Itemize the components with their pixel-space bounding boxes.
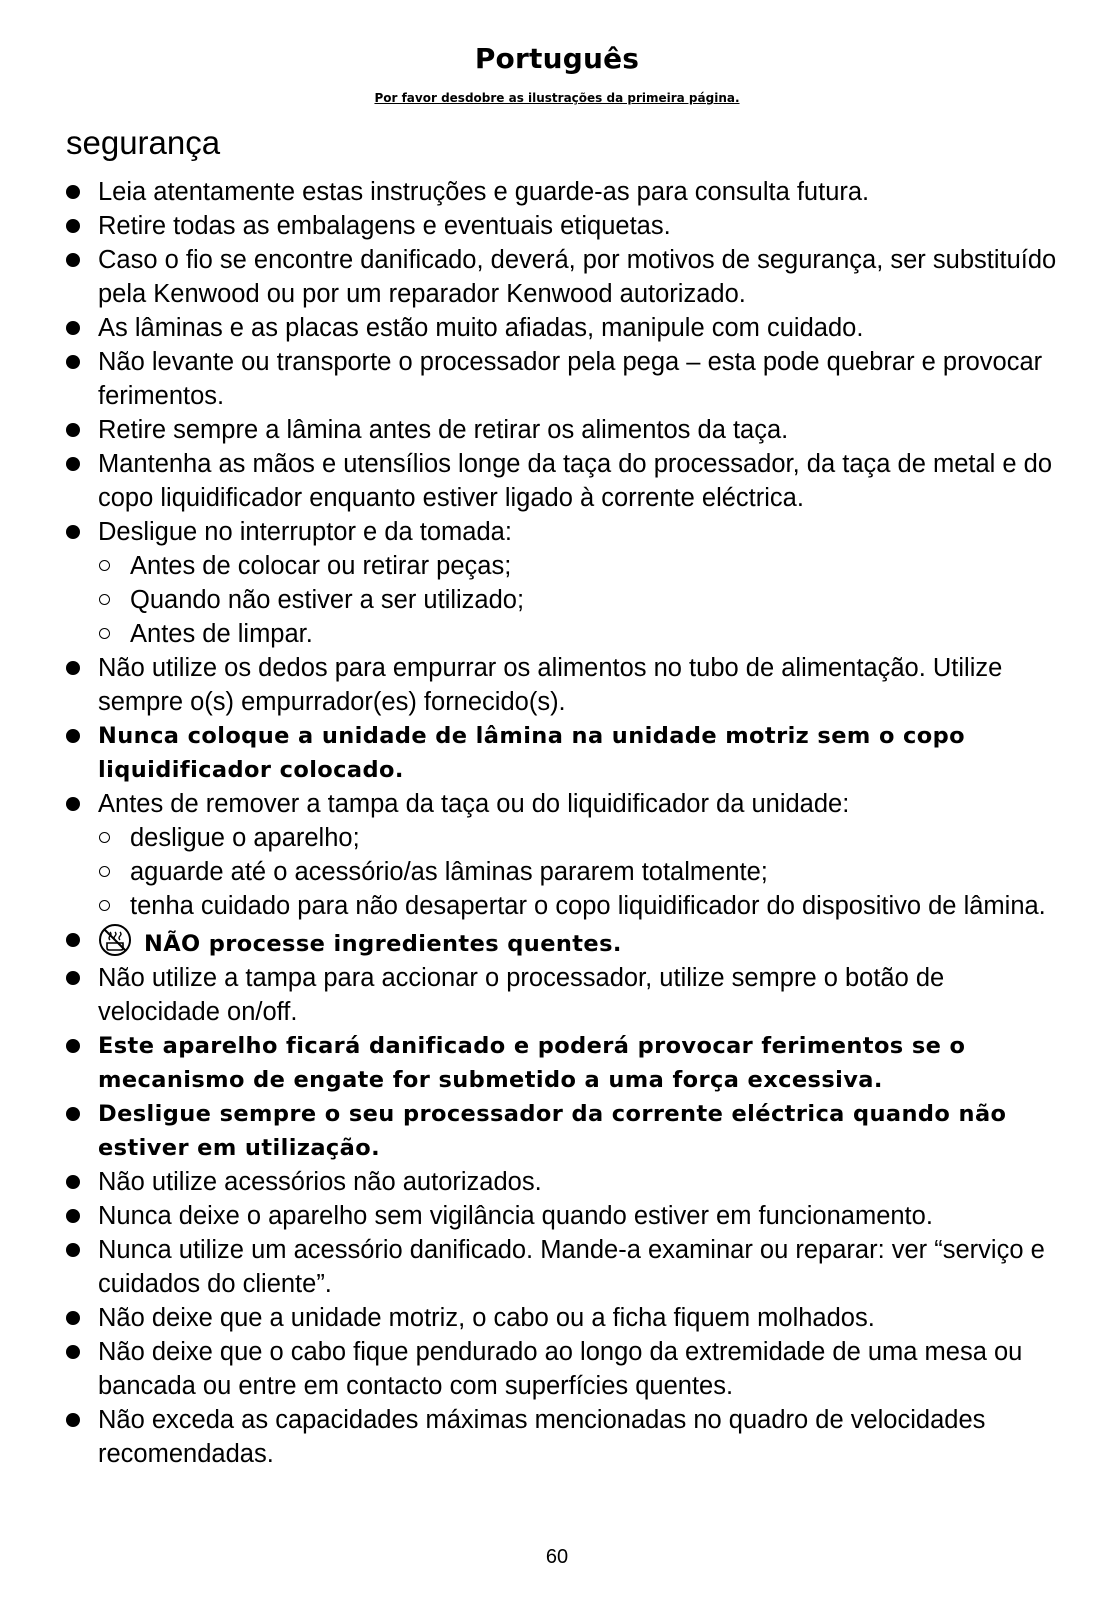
list-item — [66, 175, 1066, 209]
list-item — [66, 447, 1066, 515]
circle-bullet-icon — [99, 560, 110, 571]
bullet-icon — [66, 1209, 80, 1223]
list-item — [66, 243, 1066, 311]
list-item — [66, 209, 1066, 243]
bullet-icon — [66, 355, 80, 369]
sub-item-text: Antes de limpar. — [130, 620, 313, 648]
bullet-icon — [66, 185, 80, 199]
bullet-icon — [66, 1039, 80, 1053]
sub-list — [98, 821, 1066, 923]
circle-bullet-icon — [99, 866, 110, 877]
sub-list-item — [98, 889, 1066, 923]
list-item — [66, 961, 1066, 1029]
item-text: Este aparelho ficará danificado e poderá provocar ferimentos se o mecanismo de engate for submetido a uma força excessiva. — [98, 1033, 966, 1093]
list-item — [66, 651, 1066, 719]
list-item — [66, 1165, 1066, 1199]
bullet-icon — [66, 971, 80, 985]
item-text: Caso o fio se encontre danificado, deverá, por motivos de segurança, ser substituído pela Kenwood ou por um reparador Kenwood autorizado. — [98, 246, 1057, 308]
list-item — [66, 1403, 1066, 1471]
item-text: Mantenha as mãos e utensílios longe da taça do processador, da taça de metal e do copo liquidificador enquanto estiver ligado à corrente eléctrica. — [98, 450, 1053, 512]
item-text: Não utilize a tampa para accionar o processador, utilize sempre o botão de velocidade on/off. — [98, 964, 945, 1026]
safety-list — [66, 175, 1066, 1471]
bullet-icon — [66, 1175, 80, 1189]
bullet-icon — [66, 1107, 80, 1121]
item-text: Não deixe que o cabo fique pendurado ao longo da extremidade de uma mesa ou bancada ou entre em contacto com superfícies quentes. — [98, 1338, 1023, 1400]
unfold-illustrations-note: Por favor desdobre as ilustrações da primeira página. — [374, 91, 740, 105]
bullet-icon — [66, 729, 80, 743]
circle-bullet-icon — [99, 594, 110, 605]
sub-item-text: tenha cuidado para não desapertar o copo liquidificador do dispositivo de lâmina. — [130, 892, 1046, 920]
bullet-icon — [66, 1243, 80, 1257]
list-item-warning — [66, 1029, 1066, 1097]
list-item — [66, 1233, 1066, 1301]
list-item — [66, 413, 1066, 447]
list-item — [66, 1301, 1066, 1335]
item-text: Retire todas as embalagens e eventuais etiquetas. — [98, 212, 671, 240]
item-text: Não utilize os dedos para empurrar os alimentos no tubo de alimentação. Utilize sempre o(s) empurrador(es) fornecido(s). — [98, 654, 1003, 716]
item-text: As lâminas e as placas estão muito afiadas, manipule com cuidado. — [98, 314, 864, 342]
list-item-warning — [66, 719, 1066, 787]
item-text: Retire sempre a lâmina antes de retirar os alimentos da taça. — [98, 416, 789, 444]
circle-bullet-icon — [99, 900, 110, 911]
item-text: Nunca utilize um acessório danificado. Mande-a examinar ou reparar: ver “serviço e cuidados do cliente”. — [98, 1236, 1045, 1298]
item-text: Antes de remover a tampa da taça ou do liquidificador da unidade: — [98, 790, 850, 818]
bullet-icon — [66, 457, 80, 471]
item-text: Nunca deixe o aparelho sem vigilância quando estiver em funcionamento. — [98, 1202, 933, 1230]
sub-item-text: Quando não estiver a ser utilizado; — [130, 586, 525, 614]
bullet-icon — [66, 219, 80, 233]
bullet-icon — [66, 253, 80, 267]
no-hot-ingredients-icon — [98, 923, 132, 957]
item-text: Não exceda as capacidades máximas mencionadas no quadro de velocidades recomendadas. — [98, 1406, 986, 1468]
sub-list-item — [98, 855, 1066, 889]
language-heading: Português — [474, 42, 640, 75]
bullet-icon — [66, 1311, 80, 1325]
list-item-warning — [66, 1097, 1066, 1165]
circle-bullet-icon — [99, 832, 110, 843]
list-item-warning — [66, 923, 1066, 961]
bullet-icon — [66, 933, 80, 947]
list-item — [66, 345, 1066, 413]
sub-list-item — [98, 821, 1066, 855]
item-text: Desligue sempre o seu processador da corrente eléctrica quando não estiver em utilização. — [98, 1101, 1007, 1161]
list-item — [66, 311, 1066, 345]
item-text: NÃO processe ingredientes quentes. — [144, 931, 622, 957]
section-title: segurança — [66, 124, 221, 161]
list-item — [66, 1199, 1066, 1233]
bullet-icon — [66, 1345, 80, 1359]
sub-item-text: desligue o aparelho; — [130, 824, 360, 852]
list-item — [66, 1335, 1066, 1403]
circle-bullet-icon — [99, 628, 110, 639]
sub-list-item — [98, 617, 1066, 651]
bullet-icon — [66, 661, 80, 675]
sub-list-item — [98, 549, 1066, 583]
sub-list — [98, 549, 1066, 651]
item-text: Não levante ou transporte o processador pela pega – esta pode quebrar e provocar ferimentos. — [98, 348, 1043, 410]
page-number: 60 — [545, 1546, 569, 1568]
item-text: Não utilize acessórios não autorizados. — [98, 1168, 542, 1196]
bullet-icon — [66, 423, 80, 437]
sub-item-text: Antes de colocar ou retirar peças; — [130, 552, 512, 580]
list-item — [66, 787, 1066, 923]
bullet-icon — [66, 525, 80, 539]
list-item — [66, 515, 1066, 651]
bullet-icon — [66, 1413, 80, 1427]
sub-item-text: aguarde até o acessório/as lâminas pararem totalmente; — [130, 858, 768, 886]
item-text: Não deixe que a unidade motriz, o cabo ou a ficha fiquem molhados. — [98, 1304, 875, 1332]
item-text: Desligue no interruptor e da tomada: — [98, 518, 512, 546]
item-text: Nunca coloque a unidade de lâmina na unidade motriz sem o copo liquidificador colocado. — [98, 723, 965, 783]
bullet-icon — [66, 797, 80, 811]
bullet-icon — [66, 321, 80, 335]
sub-list-item — [98, 583, 1066, 617]
item-text: Leia atentamente estas instruções e guarde-as para consulta futura. — [98, 178, 870, 206]
